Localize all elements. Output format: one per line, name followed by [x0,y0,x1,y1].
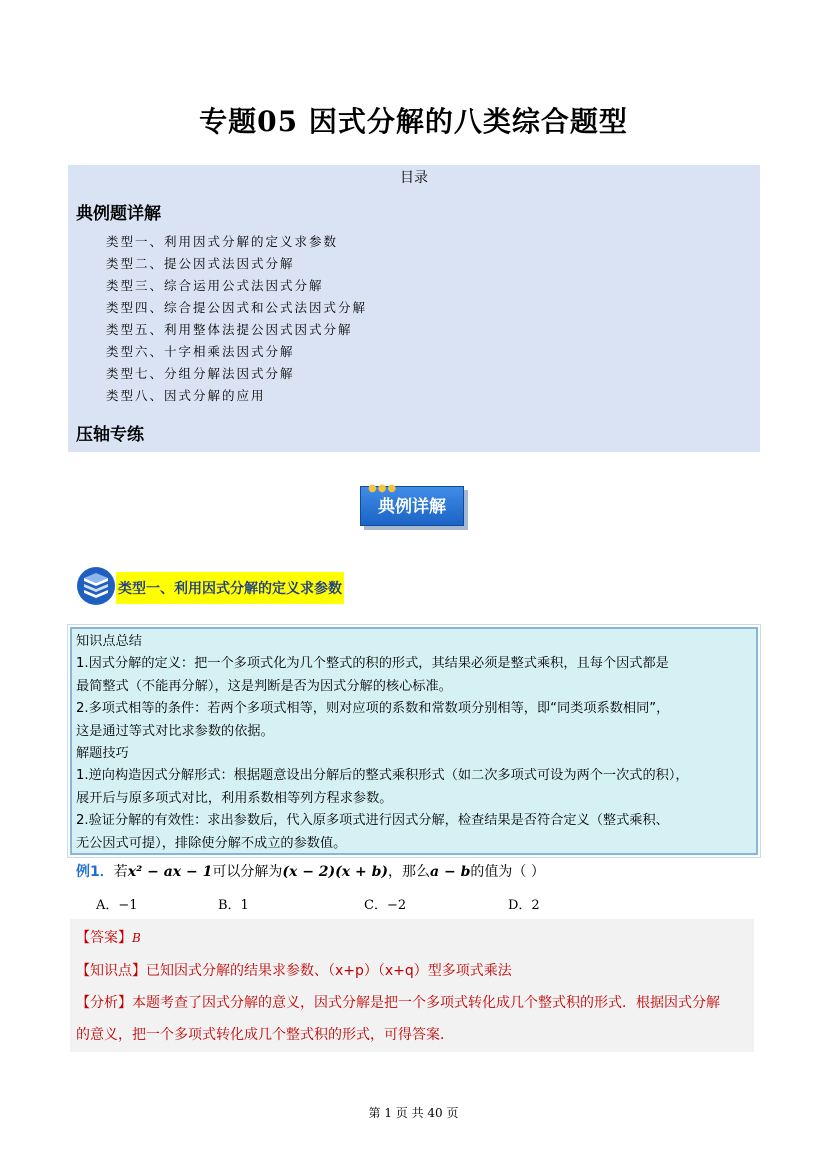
kbox-line: 1.逆向构造因式分解形式：根据题意设出分解后的整式乘积形式（如二次多项式可设为两个一次式的积）， [76,768,689,784]
kbox-line: 这是通过等式对比求参数的依据。 [76,723,274,739]
option-b[interactable]: B．1 [218,898,249,913]
table-of-contents [68,165,760,452]
answer-value: B [132,931,141,945]
toc-item-4[interactable]: 类型四、综合提公因式和公式法因式分解 [106,300,368,315]
page-title: 专题05 因式分解的八类综合题型 [199,105,628,138]
kbox-line: 2.验证分解的有效性：求出参数后，代入原多项式进行因式分解，检查结果是否符合定义（整式乘积、 [76,813,669,829]
knowledge-point-label: 【知识点】 [76,963,146,979]
toc-item-2[interactable]: 类型二、提公因式法因式分解 [106,256,295,271]
type-label: 类型一、利用因式分解的定义求参数 [116,572,344,604]
banner-label: 典例详解 [360,486,464,526]
toc-item-7[interactable]: 类型七、分组分解法因式分解 [106,366,295,381]
knowledge-point-row [76,960,512,980]
analysis-row-2: 的意义，把一个多项式转化成几个整式积的形式，可得答案． [76,1027,454,1043]
answer-label: 【答案】 [76,930,132,946]
kbox-line: 最简整式（不能再分解），这是判断是否为因式分解的核心标准。 [76,678,452,694]
kbox-line: 无公因式可提），排除使分解不成立的参数值。 [76,835,347,851]
section-banner [360,483,470,532]
analysis-row [76,992,720,1012]
toc-section-examples[interactable]: 典例题详解 [76,204,161,224]
book-stack-icon [76,566,116,606]
math-expression: (x − 2)(x + b) [282,864,389,880]
kbox-line: 解题技巧 [76,746,129,762]
toc-item-8[interactable]: 类型八、因式分解的应用 [106,388,266,403]
page-footer: 第 1 页 共 40 页 [368,1106,459,1120]
example-label: 例1． [76,864,114,880]
example-text: ，那么 [388,864,431,880]
kbox-line: 知识点总结 [76,634,142,649]
kbox-line: 展开后与原多项式对比，利用系数相等列方程求参数。 [76,790,393,806]
toc-item-6[interactable]: 类型六、十字相乘法因式分解 [106,344,295,359]
kbox-line: 1.因式分解的定义：把一个多项式化为几个整式的积的形式，其结果必须是整式乘积，且每个因式都是 [76,656,669,672]
example-text: 的值为（ ） [470,864,545,880]
banner-dots: ●●● [368,483,398,494]
example-text: 若 [113,864,128,880]
toc-item-5[interactable]: 类型五、利用整体法提公因式因式分解 [106,322,353,337]
analysis-text: 本题考查了因式分解的意义，因式分解是把一个多项式转化成几个整式积的形式．根据因式分解 [132,995,720,1011]
analysis-label: 【分析】 [76,995,132,1011]
toc-item-3[interactable]: 类型三、综合运用公式法因式分解 [106,278,324,293]
option-d[interactable]: D．2 [508,898,540,913]
math-expression: a − b [430,864,471,880]
kbox-line: 2.多项式相等的条件：若两个多项式相等，则对应项的系数和常数项分别相等，即“同类项系数相同”， [76,701,670,717]
knowledge-summary-box [70,627,758,855]
toc-section-challenge[interactable]: 压轴专练 [76,425,144,445]
knowledge-point-text: 已知因式分解的结果求参数、（x+p）（x+q）型多项式乘法 [146,963,512,979]
answer-box [70,919,754,1052]
example-text: 可以分解为 [212,864,283,880]
option-a[interactable]: A．−1 [96,898,138,913]
answer-row [76,927,141,947]
math-expression: x² − ax − 1 [127,864,213,880]
option-c[interactable]: C．−2 [364,898,407,913]
toc-heading: 目录 [400,170,428,186]
toc-item-1[interactable]: 类型一、利用因式分解的定义求参数 [106,234,339,249]
example-question [76,861,545,881]
